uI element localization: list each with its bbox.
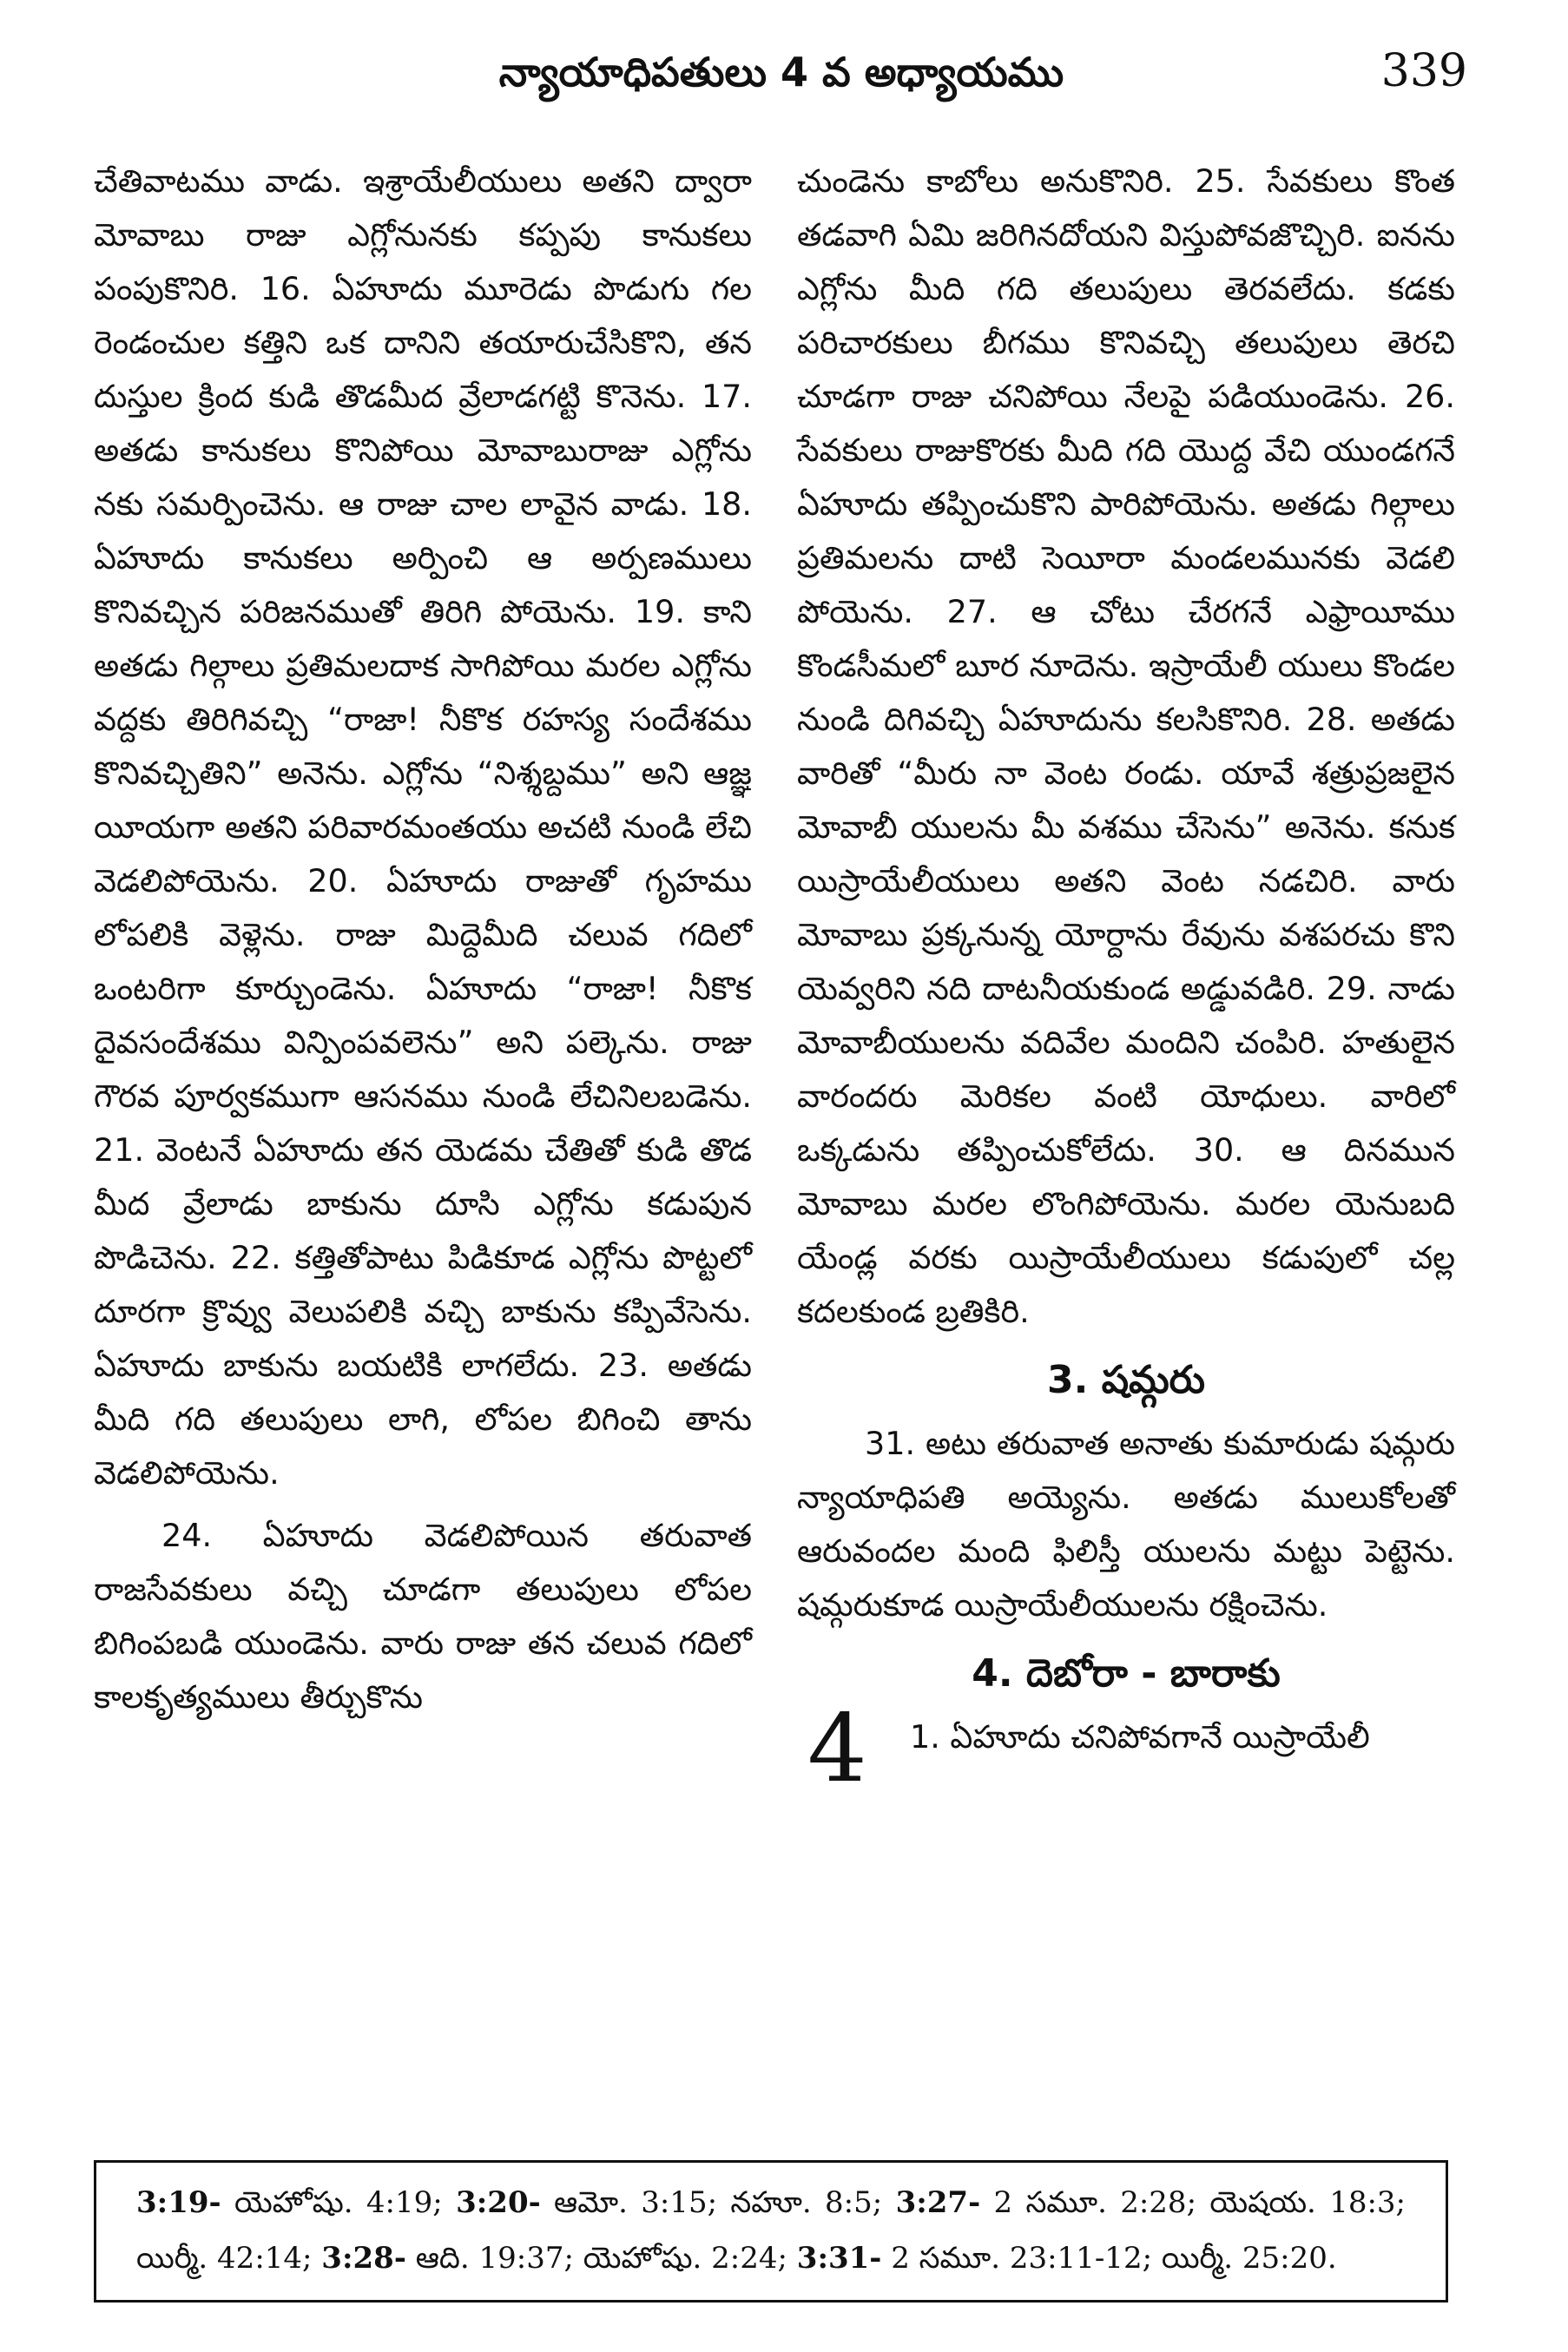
section-heading-deborah-barak: 4. దెబోరా - బారాకు xyxy=(972,1651,1281,1696)
section-heading-shamgar: 3. షమ్గరు xyxy=(1047,1358,1205,1402)
page-number: 339 xyxy=(1380,45,1467,97)
paragraph-verse-31: 31. అటు తరువాత అనాతు కుమారుడు షమ్గరు న్యాయాధిపతి అయ్యెను. అతడు ములుకోలతో ఆరువందల మంది ఫిలిస్తీ యులను మట్టు పెట్టెను. షమ్గరుకూడ యిస్రాయేలీయులను రక్షించెను. xyxy=(797,1425,1455,1624)
footnote-ref: 3:27- xyxy=(895,2185,981,2220)
paragraph-verses-24-30: చుండెను కాబోలు అనుకొనిరి. 25. సేవకులు కొంత తడవాగి ఏమి జరిగినదోయని విస్తుపోవజొచ్చిరి. ఐనను ఎగ్లోను మీది గది తలుపులు తెరవలేదు. కడకు పరిచారకులు బీగము కొనివచ్చి తలుపులు తెరచి చూడగా రాజు చనిపోయి నేలపై పడియుండెను. 26. సేవకులు రాజుకొరకు మీది గది యొద్ద వేచి యుండగనే ఏహూదు తప్పించుకొని పారిపోయెను. అతడు గిల్గాలు ప్రతిమలను దాటి సెయీరా మండలమునకు వెడలి పోయెను. 27. ఆ చోటు చేరగనే ఎఫ్రాయీము కొండసీమలో బూర నూదెను. ఇస్రాయేలీ యులు కొండల నుండి దిగివచ్చి ఏహూదును కలసికొనిరి. 28. అతడు వారితో “మీరు నా వెంట రండు. యావే శత్రుప్రజలైన మోవాబీ యులను మీ వశము చేసెను” అనెను. కనుక యిస్రాయేలీయులు అతని వెంట నడచిరి. వారు మోవాబు ప్రక్కనున్న యోర్దాను రేవును వశపరచు కొని యెవ్వరిని నది దాటనీయకుండ అడ్డువడిరి. 29. నాడు మోవాబీయులను వదివేల మందిని చంపిరి. హతులైన వారందరు మెరికల వంటి యోధులు. వారిలో ఒక్కడును తప్పించుకోలేదు. 30. ఆ దినమున మోవాబు మరల లొంగిపోయెను. మరల యెనుబది యేండ్ల వరకు యిస్రాయేలీయులు కడుపులో చల్ల కదలకుండ బ్రతికిరి. xyxy=(797,162,1455,1330)
chapter-start-block xyxy=(797,1695,1455,1818)
footnote-text: ఆది. 19:37; యెహోషు. 2:24; xyxy=(405,2241,797,2276)
page-header xyxy=(96,38,1467,116)
footnote-text: 2 సమూ. 2:28; యెషయ. 18:3; యిర్మీ. 42:14; xyxy=(136,2185,1407,2276)
chapter-number: 4 xyxy=(807,1695,867,1803)
cross-reference-box xyxy=(94,2160,1448,2303)
left-column xyxy=(94,155,752,1724)
footnote-text: ఆమో. 3:15; నహూ. 8:5; xyxy=(540,2185,896,2220)
paragraph-chapter-4-verse-1: 1. ఏహూదు చనిపోవగానే యిస్రాయేలీ xyxy=(910,1718,1370,1756)
footnote-ref: 3:31- xyxy=(796,2241,882,2276)
footnote-ref: 3:28- xyxy=(321,2241,406,2276)
right-column xyxy=(797,155,1455,1818)
footnote-text: 2 సమూ. 23:11-12; యిర్మీ. 25:20. xyxy=(881,2241,1337,2276)
footnote-ref: 3:20- xyxy=(456,2185,541,2220)
paragraph-verse-24: 24. ఏహూదు వెడలిపోయిన తరువాత రాజసేవకులు వచ్చి చూడగా తలుపులు లోపల బిగింపబడి యుండెను. వారు రాజు తన చలువ గదిలో కాలకృత్యములు తీర్చుకొను xyxy=(94,1517,752,1716)
paragraph-verses-15-23: చేతివాటము వాడు. ఇశ్రాయేలీయులు అతని ద్వారా మోవాబు రాజు ఎగ్లోనునకు కప్పపు కానుకలు పంపుకొనిరి. 16. ఏహూదు మూరెడు పొడుగు గల రెండంచుల కత్తిని ఒక దానిని తయారుచేసికొని, తన దుస్తుల క్రింద కుడి తొడమీద వ్రేలాడగట్టి కొనెను. 17. అతడు కానుకలు కొనిపోయి మోవాబురాజు ఎగ్లోను నకు సమర్పించెను. ఆ రాజు చాల లావైన వాడు. 18. ఏహూదు కానుకలు అర్పించి ఆ అర్పణములు కొనివచ్చిన పరిజనముతో తిరిగి పోయెను. 19. కాని అతడు గిల్గాలు ప్రతిమలదాక సాగిపోయి మరల ఎగ్లోను వద్దకు తిరిగివచ్చి “రాజా! నీకొక రహస్య సందేశము కొనివచ్చితిని” అనెను. ఎగ్లోను “నిశ్శబ్దము” అని ఆజ్ఞ యీయగా అతని పరివారమంతయు అచటి నుండి లేచి వెడలిపోయెను. 20. ఏహూదు రాజుతో గృహము లోపలికి వెళ్లెను. రాజు మిద్దెమీది చలువ గదిలో ఒంటరిగా కూర్చుండెను. ఏహూదు “రాజా! నీకొక దైవసందేశము విన్పింపవలెను” అని పల్కెను. రాజు గౌరవ పూర్వకముగా ఆసనము నుండి లేచినిలబడెను. 21. వెంటనే ఏహూదు తన యెడమ చేతితో కుడి తొడ మీద వ్రేలాడు బాకును దూసి ఎగ్లోను కడుపున పొడిచెను. 22. కత్తితోపాటు పిడికూడ ఎగ్లోను పొట్టలో దూరగా క్రొవ్వు వెలుపలికి వచ్చి బాకును కప్పివేసెను. ఏహూదు బాకును బయటికి లాగలేదు. 23. అతడు మీది గది తలుపులు లాగి, లోపల బిగించి తాను వెడలిపోయెను. xyxy=(94,162,752,1492)
footnote-text: యెహోషు. 4:19; xyxy=(221,2185,457,2220)
footnote-ref: 3:19- xyxy=(136,2185,221,2220)
running-title: న్యాయాధిపతులు 4 వ అధ్యాయము xyxy=(498,49,1064,96)
